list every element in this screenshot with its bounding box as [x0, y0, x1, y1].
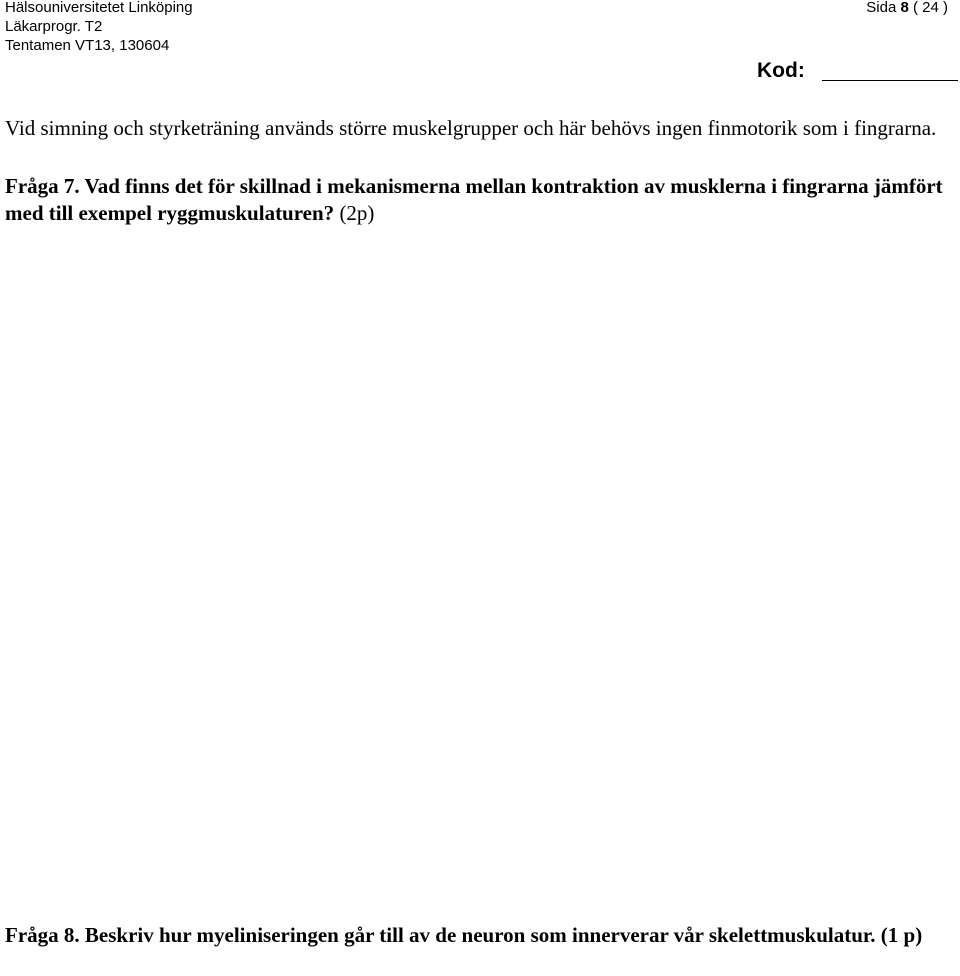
kod-label: Kod: — [757, 59, 805, 82]
institution-name: Hälsouniversitetet Linköping — [5, 0, 193, 16]
document-header — [5, 0, 193, 56]
page-indicator — [866, 0, 948, 17]
question-8-text: Fråga 8. Beskriv hur myeliniseringen går till av de neuron som innerverar vår skelettmuskulatur. — [5, 923, 876, 947]
page-number: 8 — [900, 0, 909, 16]
question-8-points: (1 p) — [880, 923, 923, 947]
page-total: ( 24 ) — [912, 0, 948, 16]
program-name: Läkarprogr. T2 — [5, 18, 103, 35]
question-7-points: (2p) — [339, 201, 375, 225]
page-label: Sida — [866, 0, 897, 16]
intro-paragraph: Vid simning och styrketräning används större muskelgrupper och här behövs ingen finmotorik som i fingrarna. — [5, 116, 937, 140]
question-7-text: Fråga 7. Vad finns det för skillnad i mekanismerna mellan kontraktion av musklerna i fingrarna jämfört med till exempel ryggmuskulaturen? — [5, 174, 943, 225]
kod-answer-line — [822, 80, 958, 81]
question-8 — [5, 922, 955, 949]
exam-name: Tentamen VT13, 130604 — [5, 37, 170, 54]
question-7 — [5, 173, 955, 227]
